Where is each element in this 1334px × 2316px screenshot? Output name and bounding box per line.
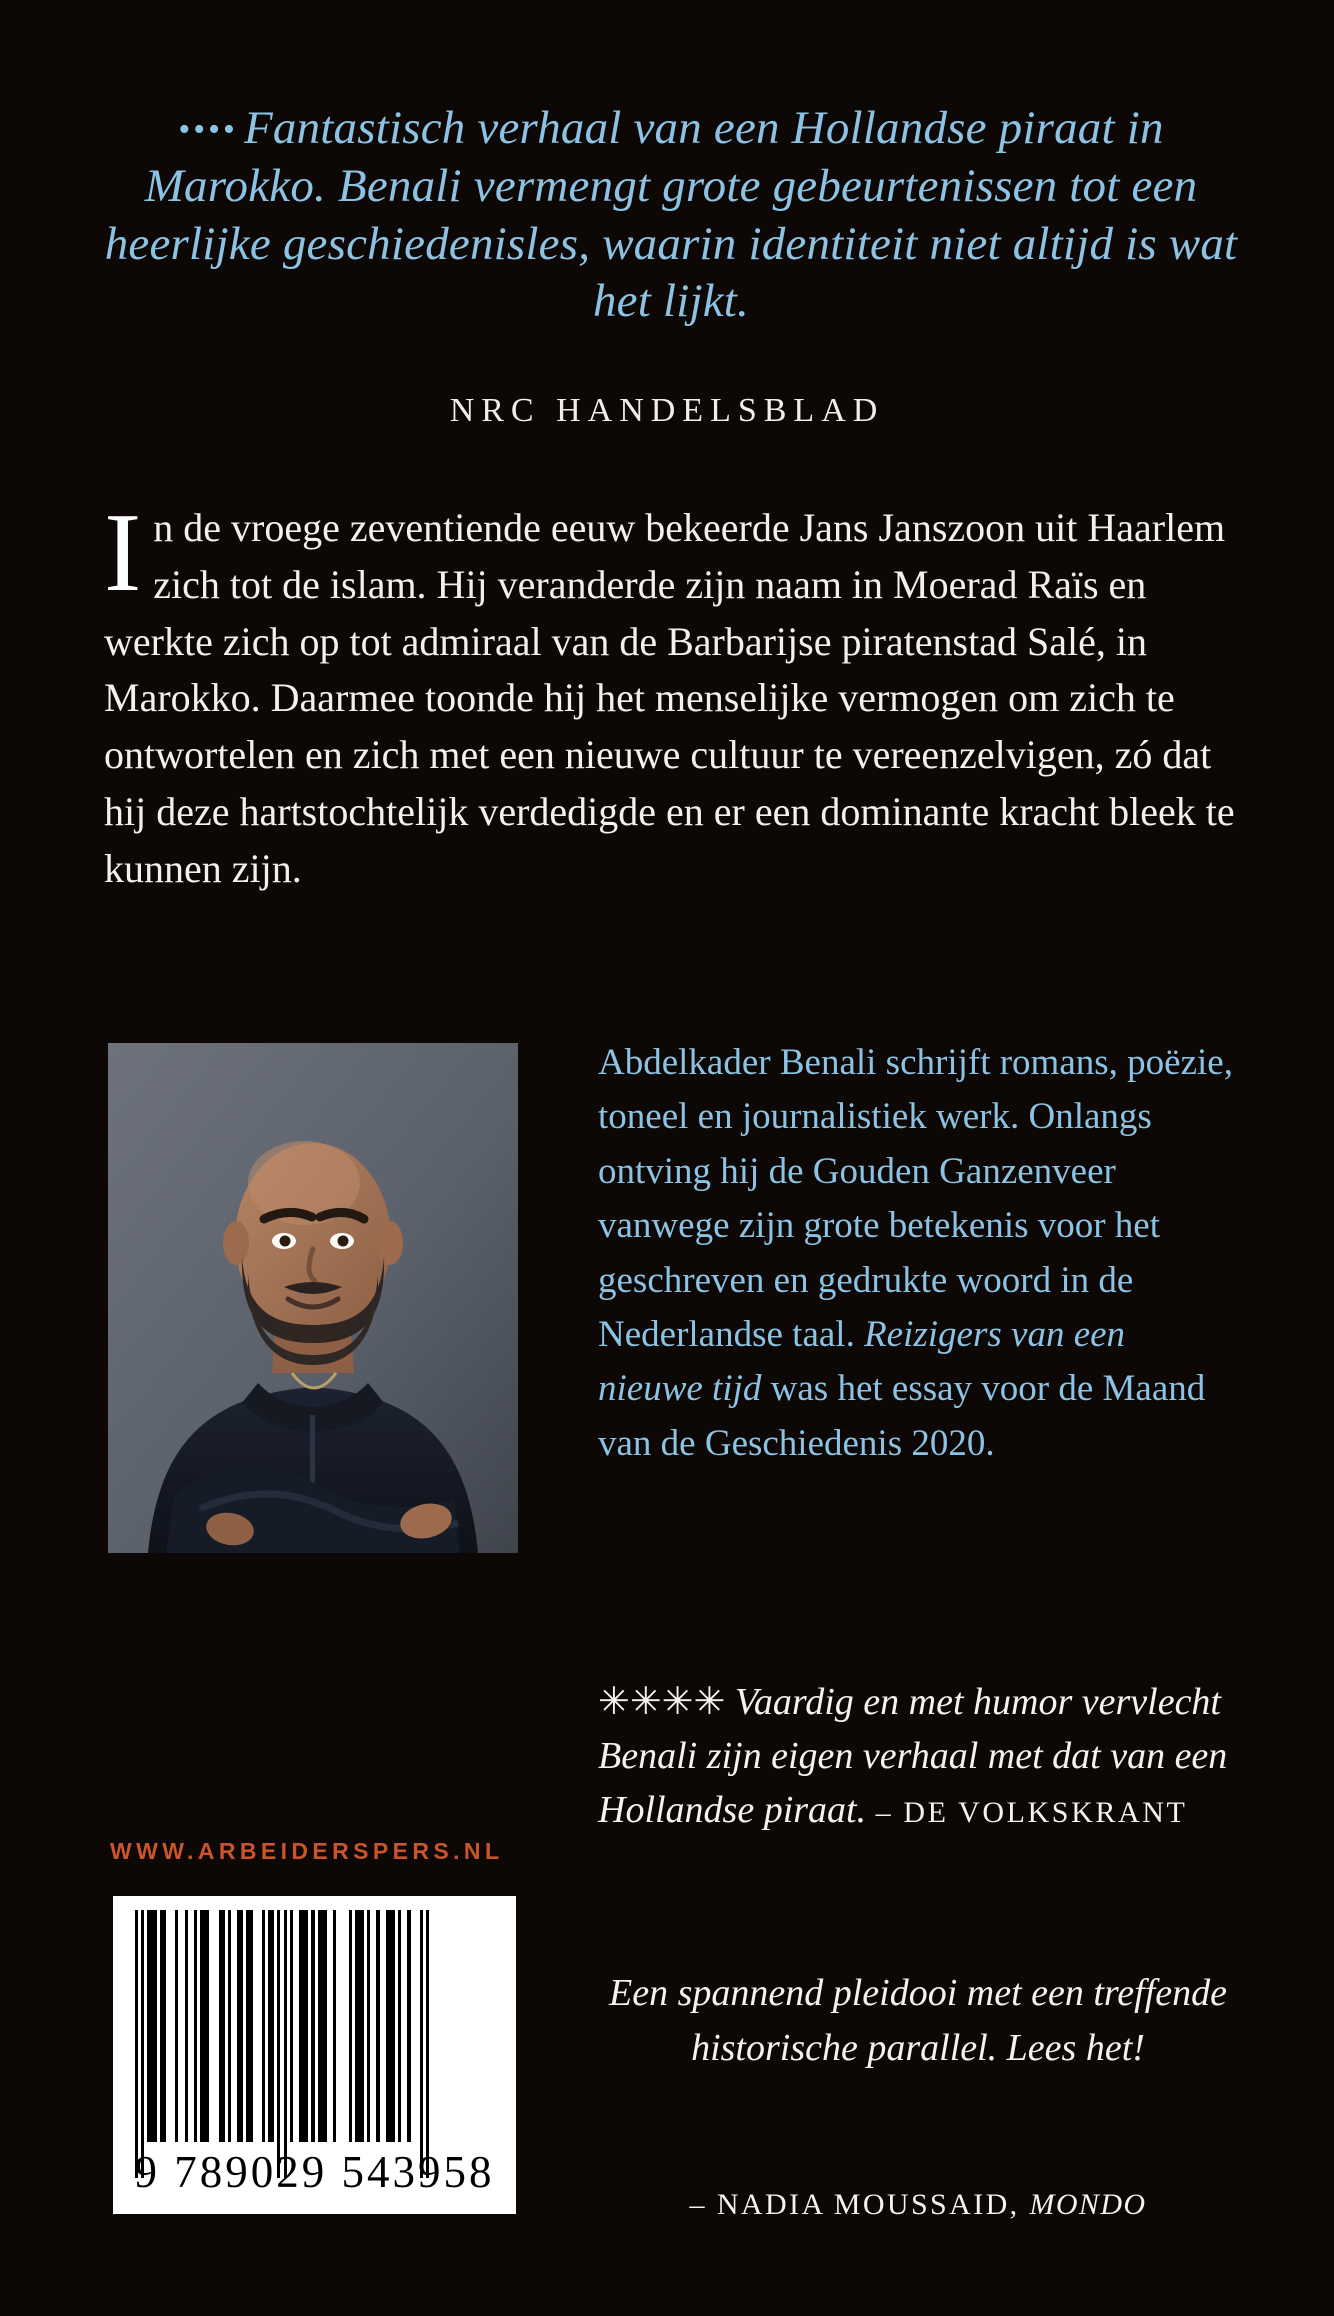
top-pull-quote-text: Fantastisch verhaal van een Hollandse piraat in Marokko. Benali vermengt grote gebeurtenissen tot een heerlijke geschiedenisles, waarin identiteit niet altijd is wat het lijkt. — [104, 102, 1238, 328]
author-bio — [598, 1036, 1238, 1471]
barcode-bars — [135, 1910, 429, 2142]
drop-cap: I — [104, 491, 142, 615]
book-blurb-text: n de vroege zeventiende eeuw bekeerde Jans Janszoon uit Haarlem zich tot de islam. Hij veranderde zijn naam in Moerad Raïs en werkte zich op tot admiraal van de Barbarijse piratenstad Salé, in Marokko. Daarmee toonde hij het menselijke vermogen om zich te ontwortelen en zich met een nieuwe cultuur te vereenzelvigen, zó dat hij deze hartstochtelijk verdedigde en er een dominante kracht bleek te kunnen zijn. — [104, 505, 1235, 891]
barcode — [113, 1896, 516, 2214]
rating-dots: •••• — [178, 111, 238, 148]
publisher-url[interactable]: WWW.ARBEIDERSPERS.NL — [110, 1838, 504, 1864]
volkskrant-quote-text: Vaardig en met humor vervlecht Benali zijn eigen verhaal met dat van een Hollandse piraat. — [598, 1681, 1228, 1831]
author-photo — [108, 1043, 518, 1553]
mondo-quote-text: Een spannend pleidooi met een treffende historische parallel. Lees het! — [608, 1972, 1228, 2070]
essay-title: Reizigers van een nieuwe tijd — [598, 1313, 1126, 1410]
mondo-quote-source — [598, 2188, 1238, 2222]
top-quote-source: NRC HANDELSBLAD — [449, 392, 885, 429]
star-rating: ✳✳✳✳ — [598, 1681, 726, 1723]
author-portrait-illustration — [108, 1043, 518, 1553]
mondo-reviewer: NADIA MOUSSAID, — [716, 2188, 1030, 2221]
volkskrant-source: DE VOLKSKRANT — [903, 1795, 1188, 1829]
author-bio-line1: Abdelkader Benali schrijft romans, poëzie, toneel en journalistiek werk. Onlangs ontving hij de Gouden Ganzenveer vanwege zijn grote betekenis voor het geschreven en gedrukte woord in de Nederlandse taal. — [598, 1042, 1233, 1355]
mondo-dash: – — [689, 2188, 717, 2221]
top-pull-quote — [96, 100, 1246, 331]
book-blurb — [104, 491, 1244, 898]
mondo-magazine: MONDO — [1029, 2188, 1147, 2221]
volkskrant-dash: – — [875, 1795, 904, 1829]
author-bio-line2: was het essay voor de Maand van de Geschiedenis 2020. — [598, 1368, 1206, 1464]
volkskrant-quote — [598, 1676, 1238, 1838]
isbn-number: 9 789029 543958 — [134, 2147, 495, 2197]
